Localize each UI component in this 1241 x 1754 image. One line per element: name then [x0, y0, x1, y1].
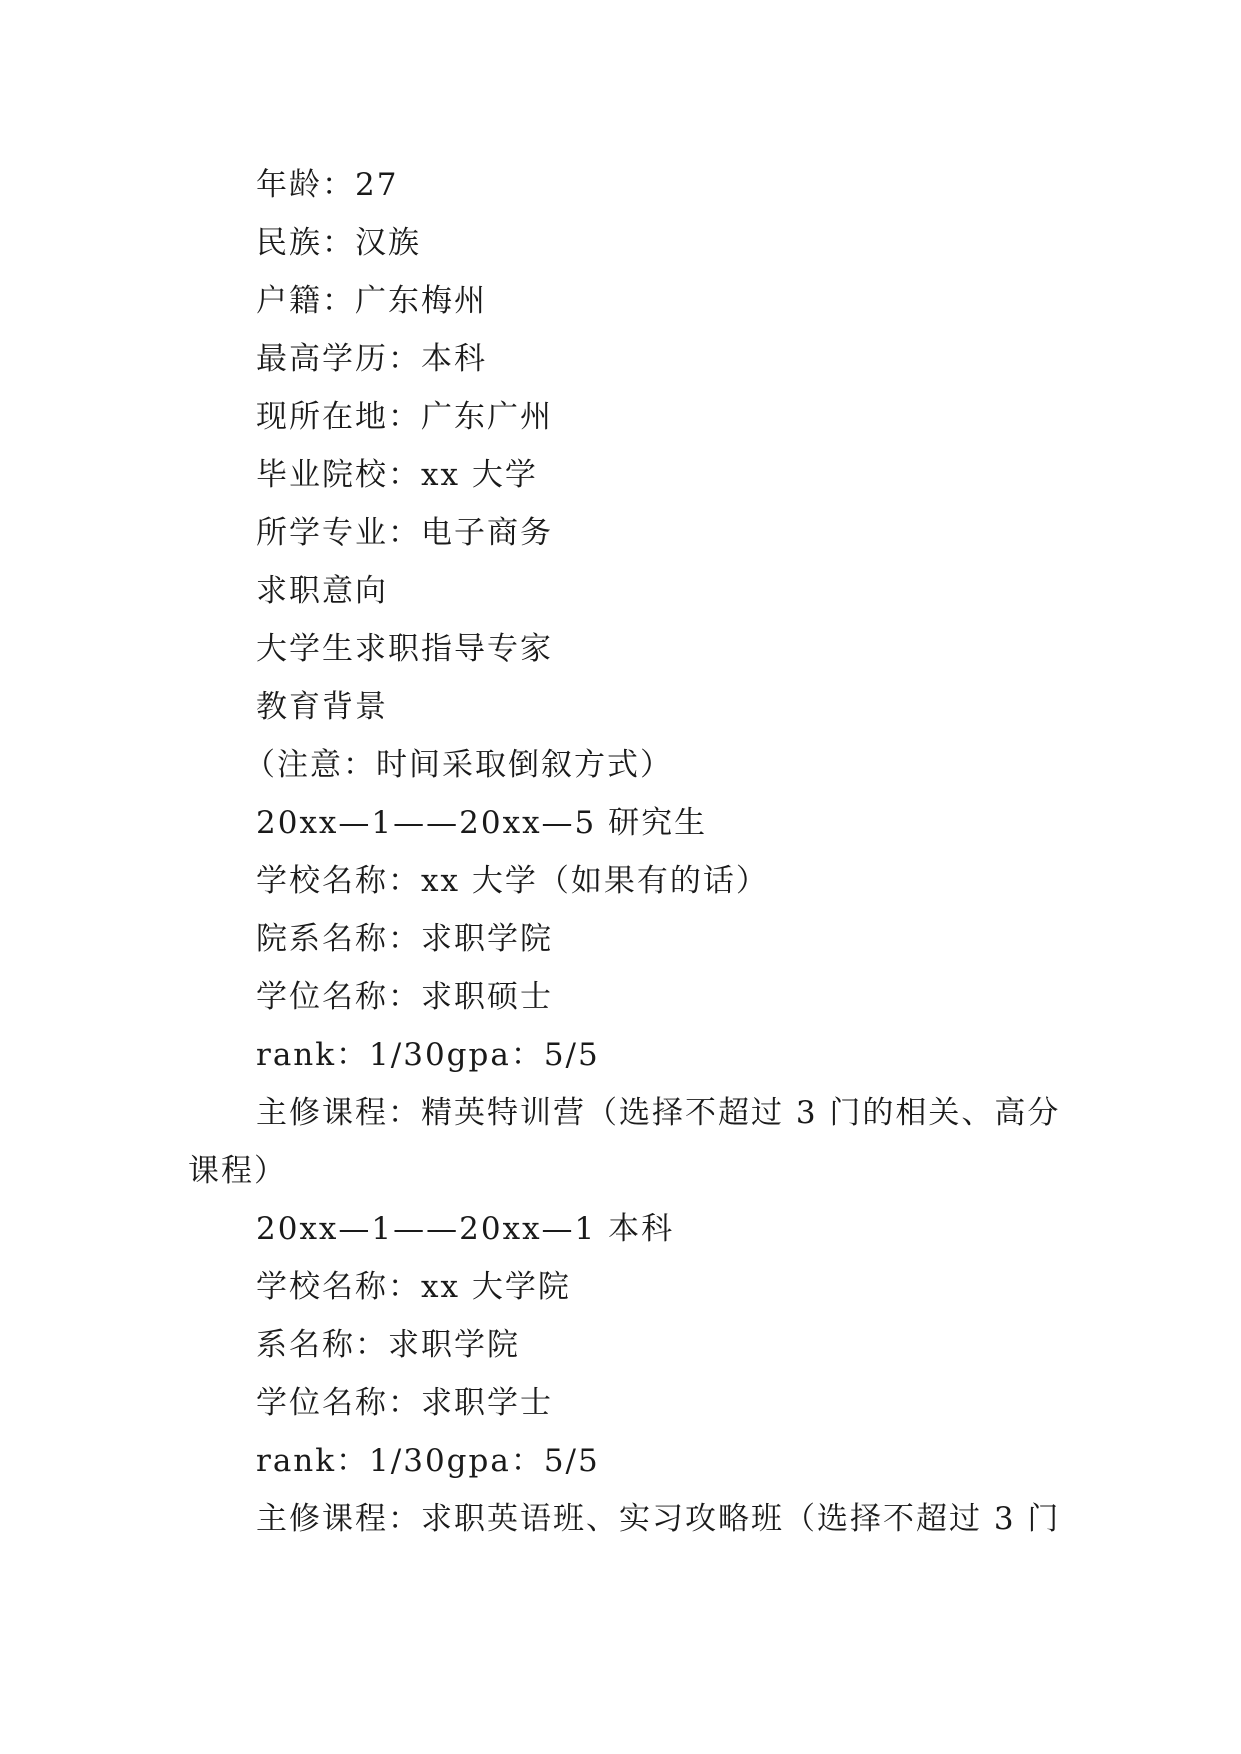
education-note: （注意：时间采取倒叙方式）	[244, 747, 673, 783]
education-level-line: 最高学历：本科	[256, 341, 487, 377]
graduate-rank-line: rank：1/30gpa：5/5	[256, 1037, 600, 1073]
current-location-line: 现所在地：广东广州	[256, 399, 553, 435]
graduate-degree-line: 学位名称：求职硕士	[256, 979, 553, 1015]
undergrad-courses-line: 主修课程：求职英语班、实习攻略班（选择不超过 3 门	[256, 1501, 1061, 1537]
graduate-courses-continuation: 课程）	[188, 1153, 287, 1189]
job-intention-value: 大学生求职指导专家	[256, 631, 553, 667]
undergrad-rank-line: rank：1/30gpa：5/5	[256, 1443, 600, 1479]
undergrad-degree-line: 学位名称：求职学士	[256, 1385, 553, 1421]
graduate-period-line: 20xx—1——20xx—5 研究生	[256, 805, 708, 841]
education-background-heading: 教育背景	[256, 689, 388, 725]
graduate-courses-line: 主修课程：精英特训营（选择不超过 3 门的相关、高分	[256, 1095, 1061, 1131]
graduate-school-name-line: 学校名称：xx 大学（如果有的话）	[256, 863, 769, 899]
graduate-school-line: 毕业院校：xx 大学	[256, 457, 538, 493]
undergrad-period-line: 20xx—1——20xx—1 本科	[256, 1211, 675, 1247]
job-intention-heading: 求职意向	[256, 573, 388, 609]
ethnicity-line: 民族：汉族	[256, 225, 421, 261]
undergrad-department-line: 系名称：求职学院	[256, 1327, 520, 1363]
major-line: 所学专业：电子商务	[256, 515, 553, 551]
undergrad-school-name-line: 学校名称：xx 大学院	[256, 1269, 571, 1305]
age-line: 年龄：27	[256, 167, 399, 203]
graduate-department-line: 院系名称：求职学院	[256, 921, 553, 957]
hometown-line: 户籍：广东梅州	[256, 283, 487, 319]
